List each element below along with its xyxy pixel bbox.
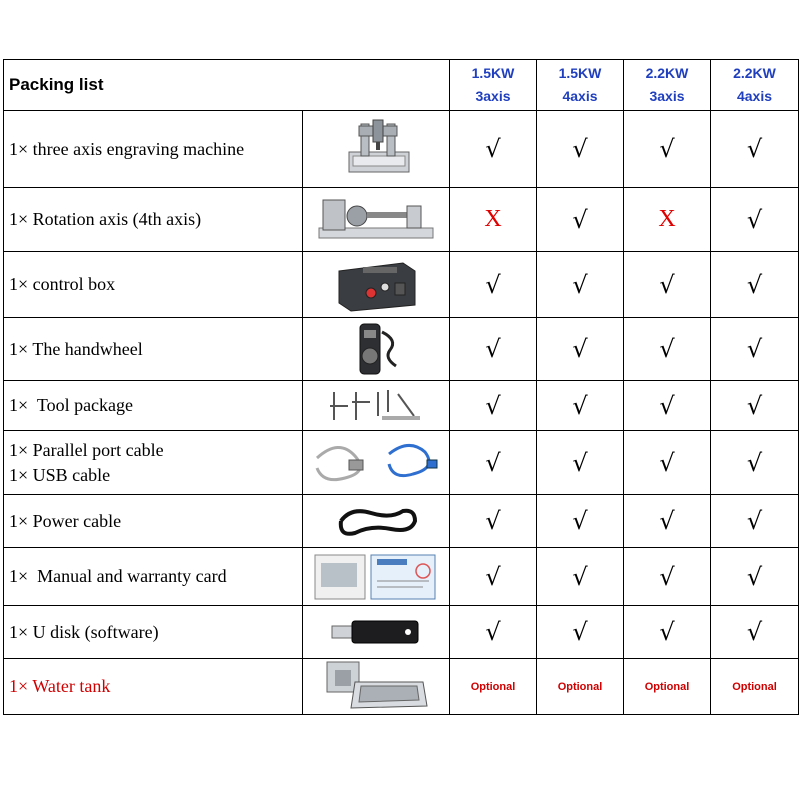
check-mark: √: [711, 606, 799, 659]
item-image-cell: [303, 606, 450, 659]
item-line: 1× U disk (software): [9, 621, 159, 642]
item-image-cell: [303, 318, 450, 381]
column-axis: 4axis: [736, 88, 773, 104]
column-header-4: [711, 60, 799, 111]
check-mark: √: [537, 606, 624, 659]
check-mark: √: [450, 548, 537, 606]
item-description: [4, 495, 303, 548]
column-power: 2.2KW: [733, 65, 776, 81]
item-image-cell: [303, 495, 450, 548]
check-mark: √: [450, 495, 537, 548]
check-mark: √: [537, 431, 624, 495]
check-mark: √: [711, 381, 799, 431]
check-mark: √: [624, 606, 711, 659]
item-line: 1× three axis engraving machine: [9, 138, 245, 159]
item-description: [4, 548, 303, 606]
table-row: [4, 252, 799, 318]
item-description: [4, 318, 303, 381]
item-line: 1× Rotation axis (4th axis): [9, 209, 202, 229]
item-description: [4, 252, 303, 318]
item-image-cell: [303, 548, 450, 606]
table-row: [4, 318, 799, 381]
check-mark: √: [537, 381, 624, 431]
usb-disk-photo: [303, 617, 449, 647]
check-mark: √: [624, 111, 711, 188]
rotation-axis-photo: [303, 192, 449, 248]
check-mark: √: [537, 548, 624, 606]
cross-mark: X: [450, 188, 537, 252]
check-mark: √: [711, 188, 799, 252]
column-power: 2.2KW: [645, 65, 689, 81]
optional-label: Optional: [450, 659, 537, 715]
table-row: [4, 111, 799, 188]
check-mark: √: [624, 548, 711, 606]
packing-list-title: Packing list: [4, 60, 450, 111]
item-description: [4, 381, 303, 431]
check-mark: √: [450, 381, 537, 431]
check-mark: √: [624, 381, 711, 431]
check-mark: √: [624, 318, 711, 381]
item-line: 1× control box: [9, 274, 116, 294]
item-line: 1× Power cable: [9, 510, 122, 531]
item-description: [4, 659, 303, 715]
item-image-cell: [303, 111, 450, 188]
cables-photo: [303, 438, 449, 488]
item-image-cell: [303, 431, 450, 495]
check-mark: √: [711, 252, 799, 318]
item-image-cell: [303, 659, 450, 715]
header-row: [4, 60, 799, 111]
item-description: [4, 188, 303, 252]
manual-card-photo: [303, 551, 449, 603]
check-mark: √: [450, 606, 537, 659]
item-line: 1× Parallel port cable: [9, 439, 164, 460]
column-header-1: [450, 60, 537, 111]
item-description: [4, 606, 303, 659]
check-mark: √: [537, 111, 624, 188]
packing-list-table: [3, 59, 799, 715]
check-mark: √: [450, 111, 537, 188]
item-image-cell: [303, 188, 450, 252]
table-row: [4, 431, 799, 495]
engraving-machine-photo: [303, 116, 449, 182]
column-axis: 4axis: [562, 88, 598, 104]
check-mark: √: [450, 252, 537, 318]
check-mark: √: [450, 318, 537, 381]
check-mark: √: [537, 188, 624, 252]
item-line: 1× Water tank: [9, 676, 111, 696]
optional-label: Optional: [624, 659, 711, 715]
column-power: 1.5KW: [471, 65, 515, 81]
item-line: 1× Tool package: [9, 395, 134, 415]
table-row: [4, 381, 799, 431]
item-description: [4, 431, 303, 495]
table-row: [4, 495, 799, 548]
item-description: [4, 111, 303, 188]
check-mark: √: [711, 111, 799, 188]
control-box-photo: [303, 257, 449, 313]
check-mark: √: [624, 431, 711, 495]
check-mark: √: [711, 548, 799, 606]
column-axis: 3axis: [649, 88, 685, 104]
item-line: 1× USB cable: [9, 464, 111, 485]
column-header-3: [624, 60, 711, 111]
optional-label: Optional: [711, 659, 799, 715]
column-power: 1.5KW: [558, 65, 602, 81]
check-mark: √: [537, 318, 624, 381]
check-mark: √: [537, 252, 624, 318]
check-mark: √: [711, 318, 799, 381]
optional-label: Optional: [537, 659, 624, 715]
table-row: [4, 606, 799, 659]
power-cable-photo: [303, 501, 449, 541]
check-mark: √: [624, 495, 711, 548]
column-header-2: [537, 60, 624, 111]
tool-package-photo: [303, 386, 449, 426]
water-tank-photo: [303, 660, 449, 714]
table-row: [4, 659, 799, 715]
item-image-cell: [303, 252, 450, 318]
check-mark: √: [450, 431, 537, 495]
check-mark: √: [711, 495, 799, 548]
item-image-cell: [303, 381, 450, 431]
check-mark: √: [537, 495, 624, 548]
table-row: [4, 548, 799, 606]
table-row: [4, 188, 799, 252]
check-mark: √: [711, 431, 799, 495]
handwheel-photo: [303, 320, 449, 378]
item-line: 1× The handwheel: [9, 338, 143, 359]
item-line: 1× Manual and warranty card: [9, 566, 227, 586]
column-axis: 3axis: [475, 88, 511, 104]
cross-mark: X: [624, 188, 711, 252]
check-mark: √: [624, 252, 711, 318]
